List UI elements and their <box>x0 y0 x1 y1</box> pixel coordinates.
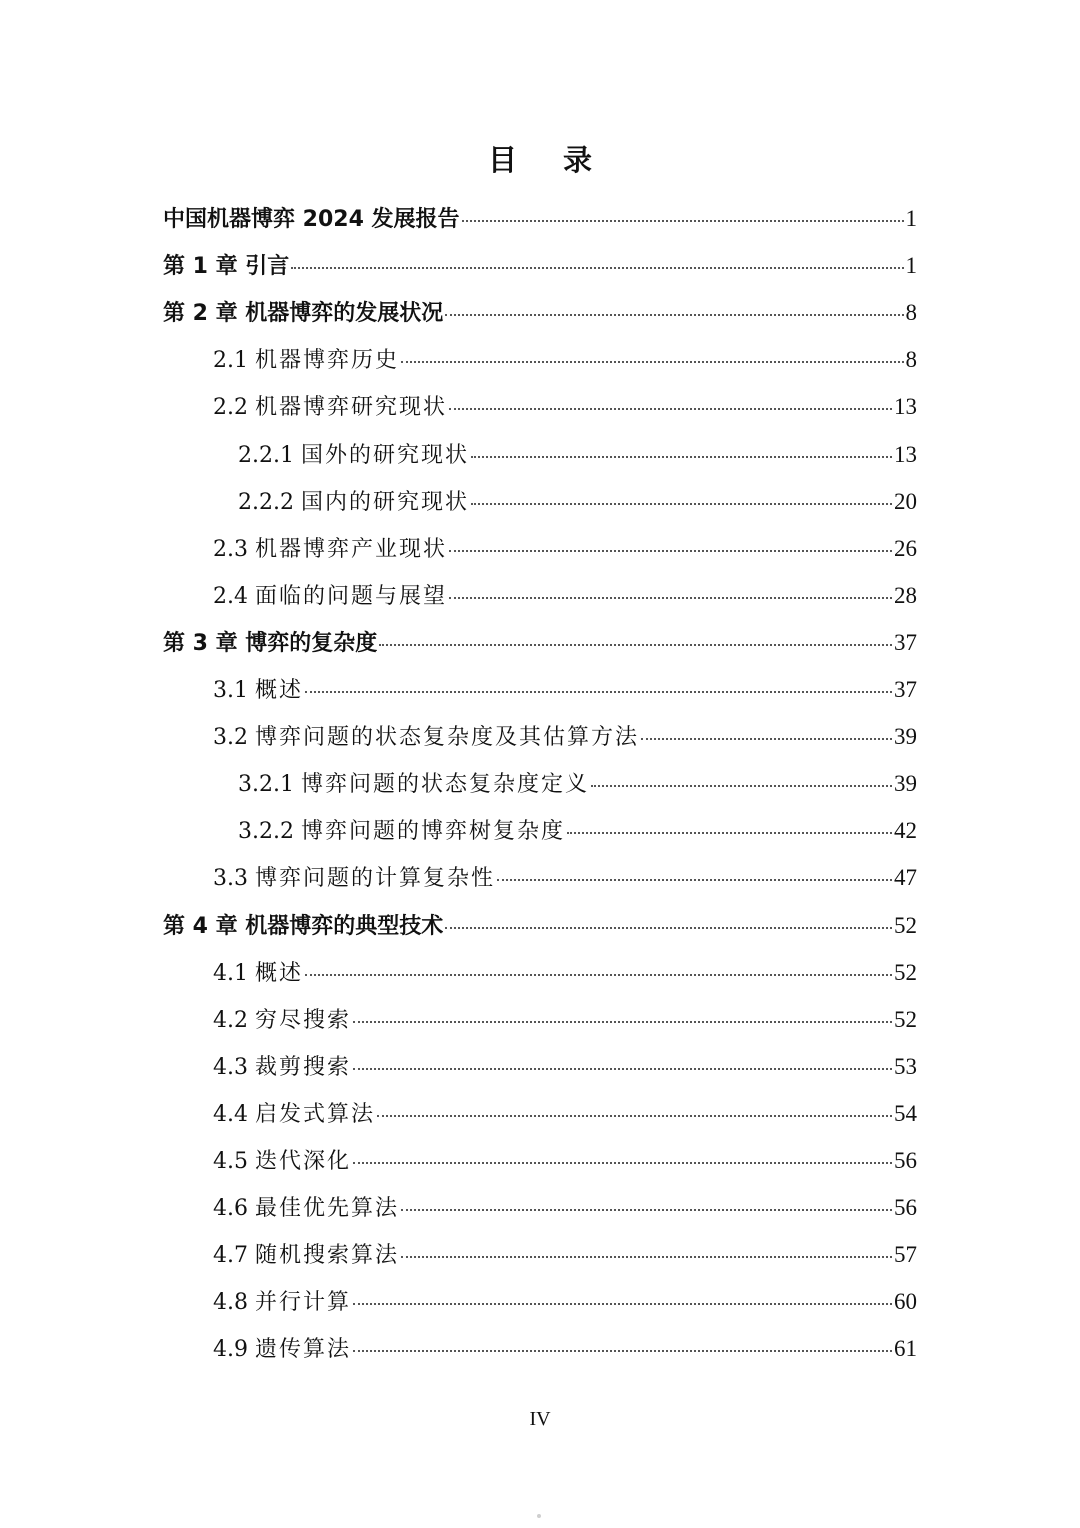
toc-entry-number: 第 1 章 <box>163 254 246 280</box>
toc-entry[interactable] <box>213 572 917 619</box>
toc-entry[interactable] <box>213 1090 917 1137</box>
toc-entry-label: 引言 <box>245 254 290 280</box>
toc-entry-label: 中国机器博弈 2024 发展报告 <box>163 207 460 232</box>
toc-entry[interactable] <box>238 807 917 854</box>
toc-entry[interactable] <box>213 525 917 572</box>
toc-entry-number: 2.2.1 <box>238 442 301 468</box>
dot-leader <box>353 1302 892 1305</box>
toc-entry-label: 迭代深化 <box>254 1149 351 1174</box>
toc-entry-number: 2.1 <box>213 348 255 374</box>
toc-entry-number: 4.3 <box>213 1054 255 1080</box>
toc-entry-label: 面临的问题与展望 <box>254 583 447 609</box>
toc-entry-label: 国内的研究现状 <box>300 489 469 515</box>
toc-entry[interactable] <box>213 996 917 1043</box>
toc-entry-label: 博弈问题的博弈树复杂度 <box>300 819 565 845</box>
toc-entry-page: 57 <box>894 1242 917 1268</box>
toc-entry[interactable] <box>163 619 917 666</box>
dot-leader <box>353 1161 892 1164</box>
toc-entry-page: 60 <box>894 1289 917 1315</box>
toc-entry[interactable] <box>163 195 917 242</box>
toc-entry[interactable] <box>238 760 917 807</box>
toc-entry-label: 博弈问题的状态复杂度及其估算方法 <box>254 725 639 751</box>
toc-entry-number: 4.1 <box>213 960 255 986</box>
toc-entry-page: 20 <box>894 488 917 514</box>
toc-entry[interactable] <box>163 902 917 949</box>
toc-entry-page: 39 <box>894 724 917 750</box>
toc-entry-number: 3.2.2 <box>238 819 301 845</box>
toc-entry[interactable] <box>213 1231 917 1278</box>
toc-entry-label: 裁剪搜索 <box>254 1054 351 1080</box>
page-title <box>0 138 1080 179</box>
toc-entry-number: 2.4 <box>213 583 255 609</box>
toc-entry[interactable] <box>213 949 917 996</box>
toc-entry-number: 4.2 <box>213 1007 255 1033</box>
toc-entry-page: 39 <box>894 771 917 797</box>
dot-leader <box>641 737 892 740</box>
toc-entry-number: 2.2.2 <box>238 489 301 515</box>
dot-leader <box>471 455 892 458</box>
toc-entry-number: 4.5 <box>213 1149 255 1174</box>
toc-entry-label: 博弈的复杂度 <box>245 630 378 656</box>
toc-entry[interactable] <box>213 1184 917 1231</box>
toc-entry-page: 47 <box>894 865 917 891</box>
toc-entry-number: 3.2.1 <box>238 772 301 798</box>
toc-entry-label: 机器博弈研究现状 <box>254 395 447 421</box>
toc-entry-label: 博弈问题的计算复杂性 <box>254 866 495 892</box>
toc-entry-number: 3.3 <box>213 866 255 892</box>
toc-entry-page: 52 <box>894 912 917 938</box>
toc-entry-page: 1 <box>905 253 917 279</box>
dot-leader <box>591 784 892 787</box>
toc-entry[interactable] <box>213 1137 917 1184</box>
toc-entry[interactable] <box>238 478 917 525</box>
toc-entry-label: 机器博弈产业现状 <box>254 536 447 562</box>
toc-entry-number: 4.4 <box>213 1101 255 1127</box>
dot-leader <box>353 1067 892 1070</box>
scan-dot <box>537 1514 541 1518</box>
toc-entry-page: 28 <box>894 582 917 608</box>
toc-entry[interactable] <box>163 289 917 336</box>
toc-entry-label: 并行计算 <box>254 1290 351 1316</box>
toc-entry-label: 遗传算法 <box>254 1337 351 1363</box>
toc-entry[interactable] <box>213 666 917 713</box>
toc-entry-number: 第 2 章 <box>163 301 246 327</box>
toc-entry-number: 2.3 <box>213 536 255 562</box>
toc-entry-page: 54 <box>894 1100 917 1126</box>
toc-entry-page: 37 <box>894 677 917 702</box>
toc-entry-number: 第 3 章 <box>163 630 246 656</box>
toc-entry-page: 52 <box>894 1006 917 1032</box>
toc-entry-number: 4.7 <box>213 1243 255 1269</box>
dot-leader <box>305 690 892 693</box>
toc-entry-page: 61 <box>894 1336 917 1362</box>
toc-entry-label: 国外的研究现状 <box>300 442 469 468</box>
dot-leader <box>291 266 903 269</box>
toc-entry-label: 启发式算法 <box>254 1101 375 1127</box>
dot-leader <box>497 878 892 881</box>
toc-entry-label: 概述 <box>254 678 303 703</box>
toc-entry[interactable] <box>238 431 917 478</box>
toc-entry-number: 4.9 <box>213 1337 255 1363</box>
toc-entry-number: 2.2 <box>213 395 255 421</box>
toc-entry-label: 最佳优先算法 <box>254 1196 399 1222</box>
toc-entry-number: 第 4 章 <box>163 913 246 939</box>
page-number: IV <box>529 1408 551 1430</box>
toc-entry-label: 随机搜索算法 <box>254 1243 399 1269</box>
toc-entry-page: 42 <box>894 818 917 844</box>
toc-entry[interactable] <box>213 1043 917 1090</box>
dot-leader <box>305 973 892 976</box>
toc-entry[interactable] <box>163 242 917 289</box>
toc-entry-number: 4.6 <box>213 1196 255 1222</box>
toc-entry-number: 3.2 <box>213 725 255 751</box>
dot-leader <box>567 831 892 834</box>
dot-leader <box>462 219 904 222</box>
toc-entry-label: 机器博弈历史 <box>254 348 399 374</box>
toc-entry-label: 机器博弈的发展状况 <box>245 301 444 327</box>
dot-leader <box>401 1255 892 1258</box>
toc-entry-page: 53 <box>894 1053 917 1079</box>
dot-leader <box>377 1114 892 1117</box>
toc-entry-label: 博弈问题的状态复杂度定义 <box>300 772 589 798</box>
toc-entry-page: 56 <box>894 1148 917 1173</box>
title-char-1: 目 <box>487 143 517 177</box>
dot-leader <box>379 643 892 646</box>
toc-entry-label: 穷尽搜索 <box>254 1007 351 1033</box>
dot-leader <box>449 407 892 410</box>
dot-leader <box>445 313 903 316</box>
toc-entry-page: 8 <box>905 300 917 326</box>
dot-leader <box>445 926 892 929</box>
title-char-2: 录 <box>563 143 593 177</box>
toc-entry[interactable] <box>213 336 917 383</box>
toc-entry-label: 机器博弈的典型技术 <box>245 913 444 939</box>
dot-leader <box>401 360 904 363</box>
toc-entry-number: 3.1 <box>213 678 255 703</box>
toc-entry-number: 4.8 <box>213 1290 255 1316</box>
toc-entry[interactable] <box>213 1278 917 1325</box>
dot-leader <box>449 549 892 552</box>
toc-entry-page: 13 <box>894 394 917 420</box>
toc-entry-page: 1 <box>905 206 917 231</box>
dot-leader <box>449 596 892 599</box>
toc-entry-label: 概述 <box>254 960 303 986</box>
toc-entry-page: 56 <box>894 1195 917 1221</box>
toc-entry-page: 8 <box>905 347 917 373</box>
toc-entry[interactable] <box>213 854 917 901</box>
toc-entry-page: 52 <box>894 959 917 985</box>
toc-entry-page: 26 <box>894 535 917 561</box>
dot-leader <box>471 502 892 505</box>
toc-entry-page: 37 <box>894 629 917 655</box>
toc-entry[interactable] <box>213 383 917 430</box>
dot-leader <box>353 1349 892 1352</box>
toc-entry[interactable] <box>213 1325 917 1372</box>
toc-entry[interactable] <box>213 713 917 760</box>
toc-entry-page: 13 <box>894 441 917 467</box>
dot-leader <box>353 1020 892 1023</box>
dot-leader <box>401 1208 892 1211</box>
